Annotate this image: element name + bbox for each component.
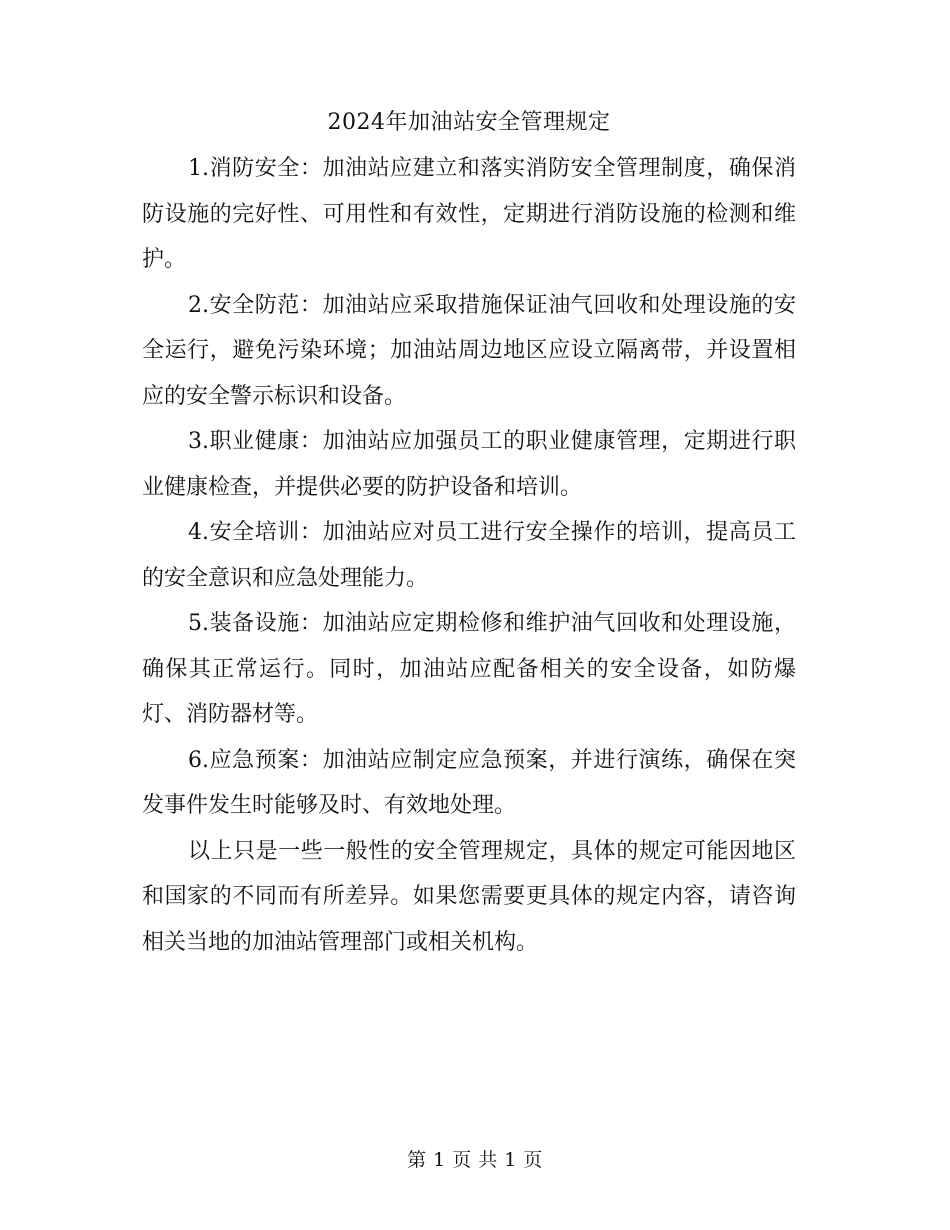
document-title: 2024年加油站安全管理规定	[327, 110, 611, 135]
paragraph-safety-prevention: 2.安全防范：加油站应采取措施保证油气回收和处理设施的安全运行，避免污染环境；加油站周边地区应设立隔离带，并设置相应的安全警示标识和设备。	[142, 292, 796, 409]
paragraph-closing-note: 以上只是一些一般性的安全管理规定，具体的规定可能因地区和国家的不同而有所差异。如果您需要更具体的规定内容，请咨询相关当地的加油站管理部门或相关机构。	[142, 838, 796, 955]
paragraph-fire-safety: 1.消防安全：加油站应建立和落实消防安全管理制度，确保消防设施的完好性、可用性和有效性，定期进行消防设施的检测和维护。	[142, 156, 796, 272]
page-number-footer: 第 1 页 共 1 页	[407, 1149, 543, 1171]
paragraph-equipment-facilities: 5.装备设施：加油站应定期检修和维护油气回收和处理设施，确保其正常运行。同时，加油站应配备相关的安全设备，如防爆灯、消防器材等。	[142, 611, 796, 727]
document-body	[142, 102, 796, 965]
paragraph-safety-training: 4.安全培训：加油站应对员工进行安全操作的培训，提高员工的安全意识和应急处理能力。	[142, 520, 796, 591]
paragraph-occupational-health: 3.职业健康：加油站应加强员工的职业健康管理，定期进行职业健康检查，并提供必要的防护设备和培训。	[142, 429, 796, 500]
paragraph-emergency-plan: 6.应急预案：加油站应制定应急预案，并进行演练，确保在突发事件发生时能够及时、有效地处理。	[142, 747, 796, 818]
